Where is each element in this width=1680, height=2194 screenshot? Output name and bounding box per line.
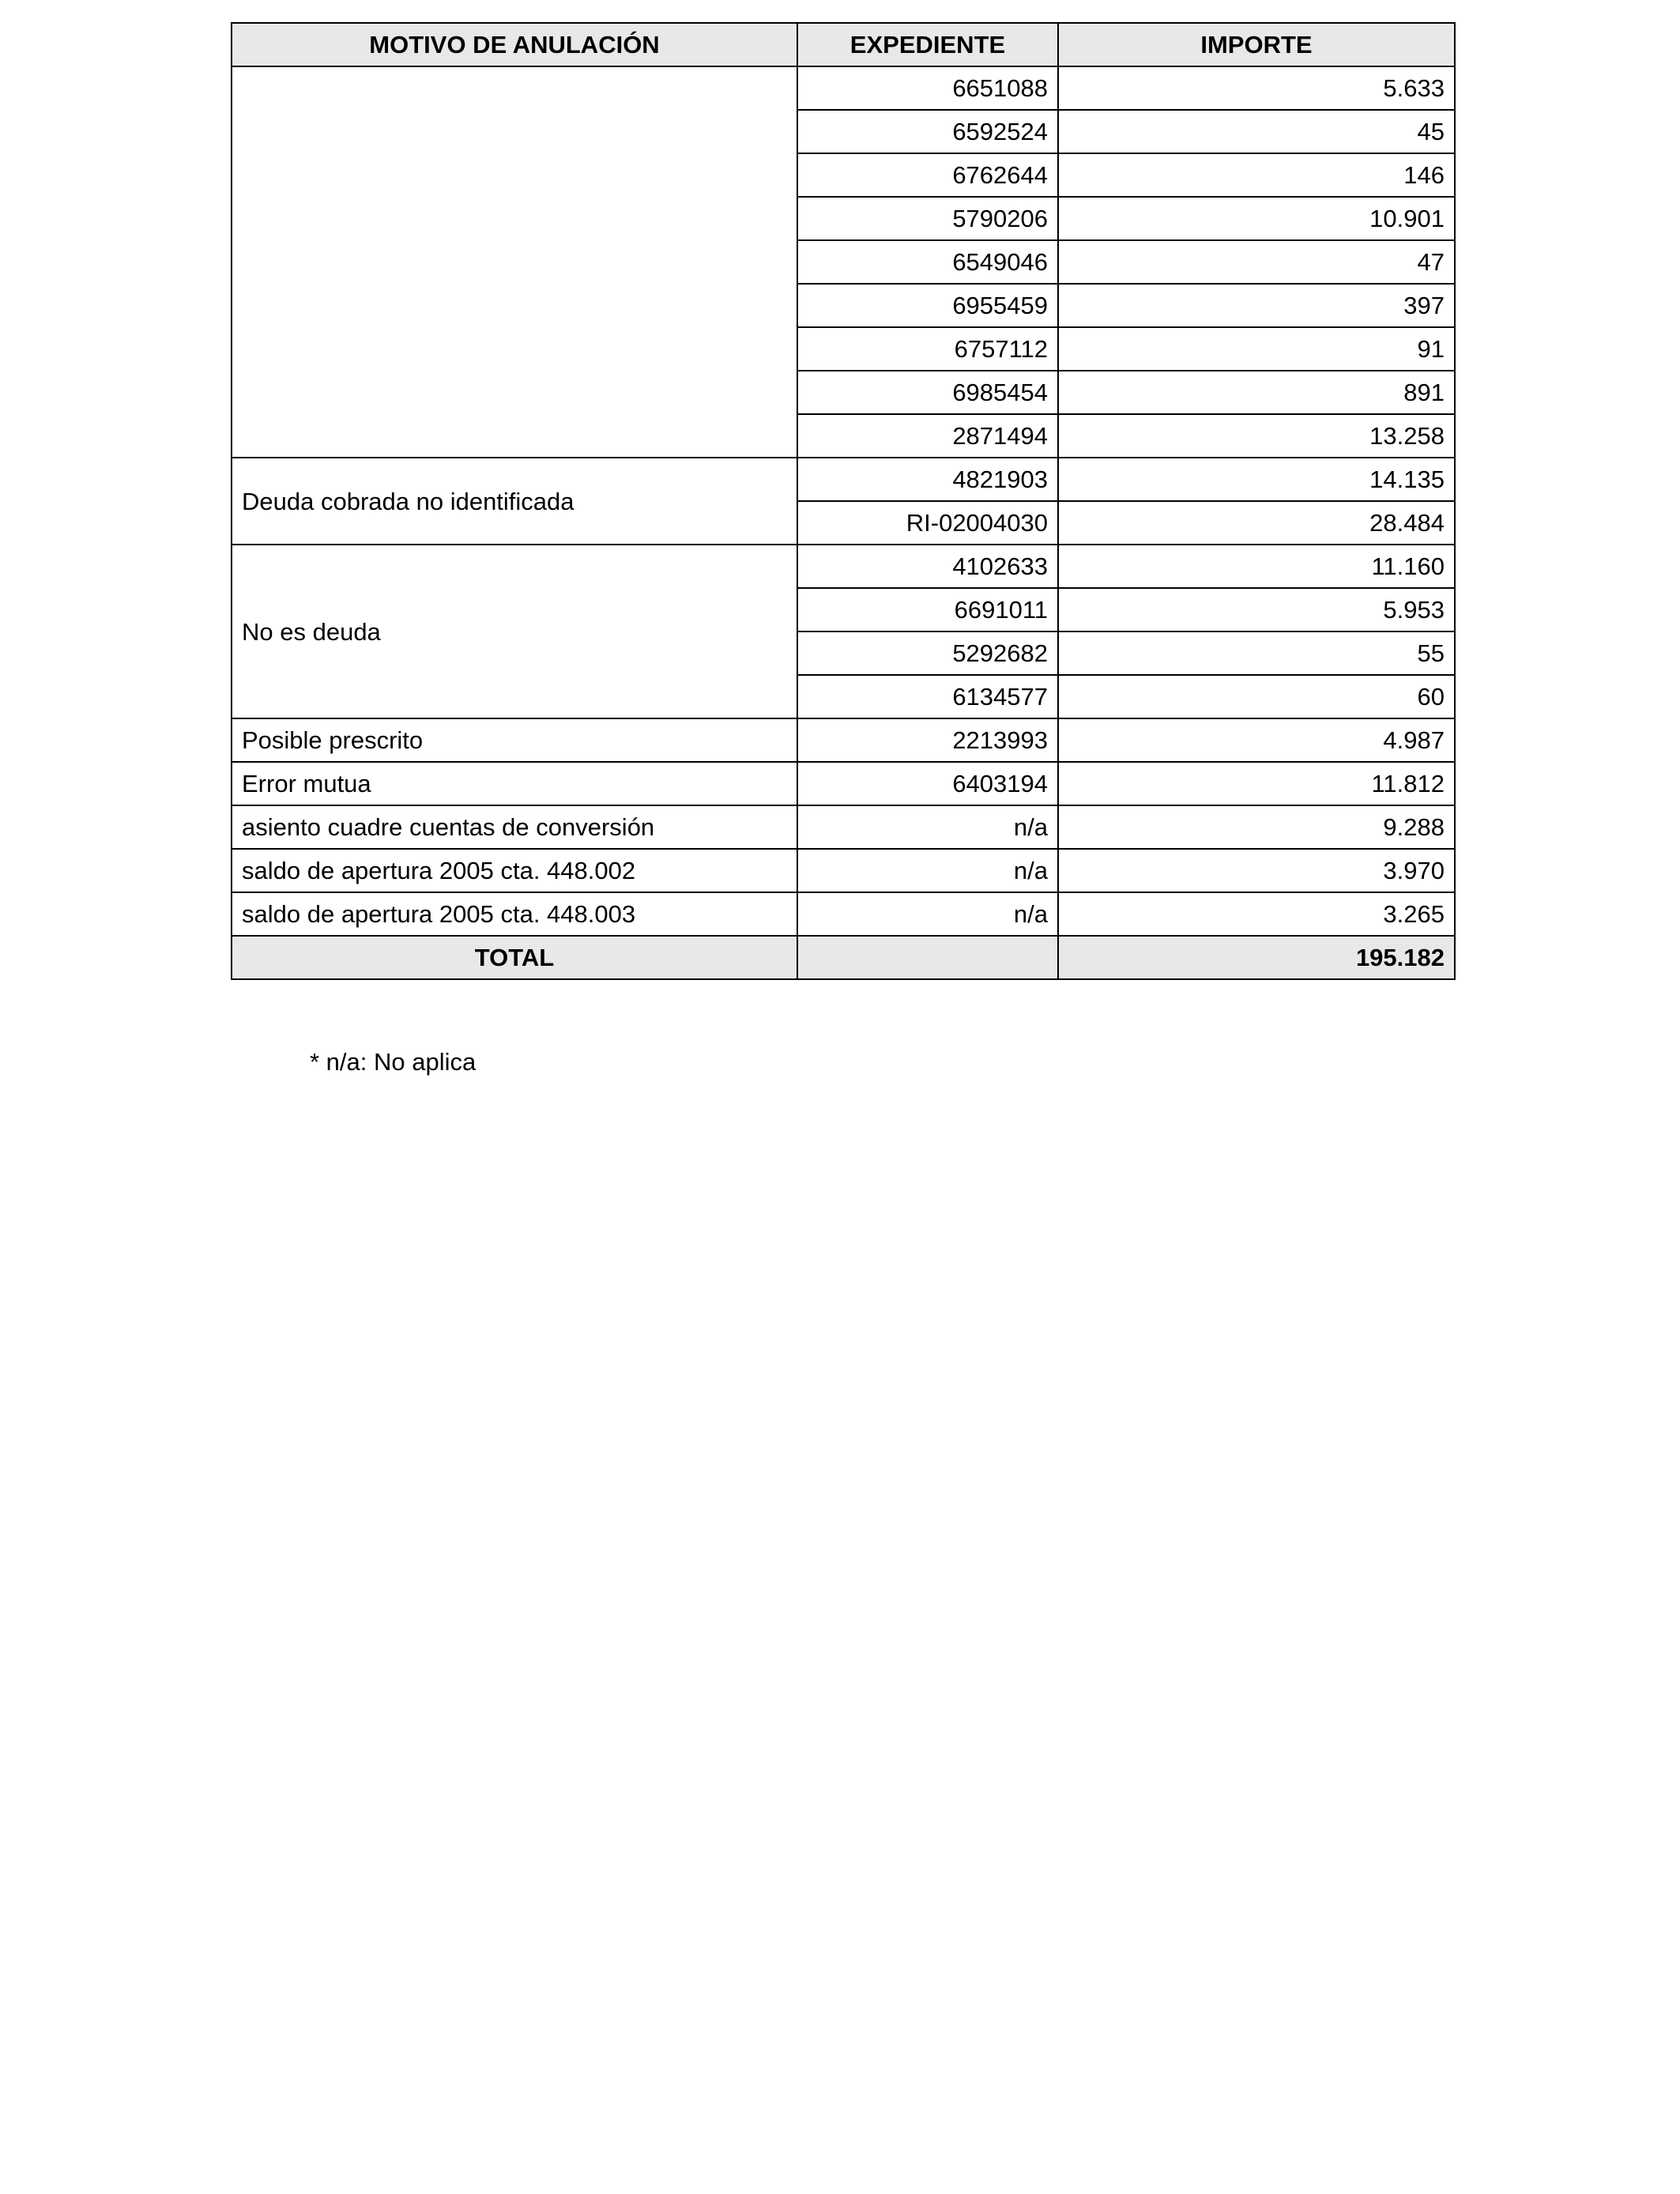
header-expediente: EXPEDIENTE: [797, 23, 1058, 66]
expediente-cell: n/a: [797, 892, 1058, 936]
importe-cell: 3.970: [1058, 849, 1455, 892]
anulaciones-table: [231, 22, 1456, 980]
expediente-cell: 6549046: [797, 240, 1058, 284]
motivo-cell: saldo de apertura 2005 cta. 448.003: [232, 892, 797, 936]
motivo-cell: saldo de apertura 2005 cta. 448.002: [232, 849, 797, 892]
footnote: * n/a: No aplica: [310, 1048, 477, 1076]
importe-cell: 9.288: [1058, 805, 1455, 849]
importe-cell: 4.987: [1058, 718, 1455, 762]
importe-cell: 55: [1058, 631, 1455, 675]
importe-cell: 397: [1058, 284, 1455, 327]
table-row: [232, 66, 1455, 110]
total-row: [232, 936, 1455, 979]
table-row: [232, 762, 1455, 805]
motivo-cell: Error mutua: [232, 762, 797, 805]
importe-cell: 11.812: [1058, 762, 1455, 805]
expediente-cell: 2213993: [797, 718, 1058, 762]
table-row: [232, 718, 1455, 762]
expediente-cell: 6134577: [797, 675, 1058, 718]
expediente-cell: 6403194: [797, 762, 1058, 805]
importe-cell: 60: [1058, 675, 1455, 718]
expediente-cell: 6955459: [797, 284, 1058, 327]
importe-cell: 891: [1058, 371, 1455, 414]
importe-cell: 14.135: [1058, 458, 1455, 501]
expediente-cell: 5292682: [797, 631, 1058, 675]
expediente-cell: 6985454: [797, 371, 1058, 414]
expediente-cell: 4821903: [797, 458, 1058, 501]
importe-cell: 5.633: [1058, 66, 1455, 110]
importe-cell: 146: [1058, 153, 1455, 197]
table-row: [232, 545, 1455, 588]
expediente-cell: 6592524: [797, 110, 1058, 153]
importe-cell: 28.484: [1058, 501, 1455, 545]
expediente-cell: 5790206: [797, 197, 1058, 240]
importe-cell: 10.901: [1058, 197, 1455, 240]
total-importe: 195.182: [1058, 936, 1455, 979]
motivo-cell: No es deuda: [232, 545, 797, 718]
importe-cell: 3.265: [1058, 892, 1455, 936]
expediente-cell: 6762644: [797, 153, 1058, 197]
expediente-cell: RI-02004030: [797, 501, 1058, 545]
motivo-cell: asiento cuadre cuentas de conversión: [232, 805, 797, 849]
table-row: [232, 849, 1455, 892]
expediente-cell: 6691011: [797, 588, 1058, 631]
table-row: [232, 892, 1455, 936]
importe-cell: 45: [1058, 110, 1455, 153]
importe-cell: 11.160: [1058, 545, 1455, 588]
table-header-row: [232, 23, 1455, 66]
table-row: [232, 805, 1455, 849]
expediente-cell: 6757112: [797, 327, 1058, 371]
expediente-cell: n/a: [797, 805, 1058, 849]
expediente-cell: 6651088: [797, 66, 1058, 110]
expediente-cell: 2871494: [797, 414, 1058, 458]
table-row: [232, 458, 1455, 501]
motivo-cell: Posible prescrito: [232, 718, 797, 762]
total-label: TOTAL: [232, 936, 797, 979]
motivo-cell: [232, 66, 797, 458]
importe-cell: 5.953: [1058, 588, 1455, 631]
importe-cell: 91: [1058, 327, 1455, 371]
importe-cell: 47: [1058, 240, 1455, 284]
expediente-cell: n/a: [797, 849, 1058, 892]
table-body: [232, 66, 1455, 936]
total-expediente: [797, 936, 1058, 979]
header-motivo: MOTIVO DE ANULACIÓN: [232, 23, 797, 66]
expediente-cell: 4102633: [797, 545, 1058, 588]
motivo-cell: Deuda cobrada no identificada: [232, 458, 797, 545]
header-importe: IMPORTE: [1058, 23, 1455, 66]
importe-cell: 13.258: [1058, 414, 1455, 458]
